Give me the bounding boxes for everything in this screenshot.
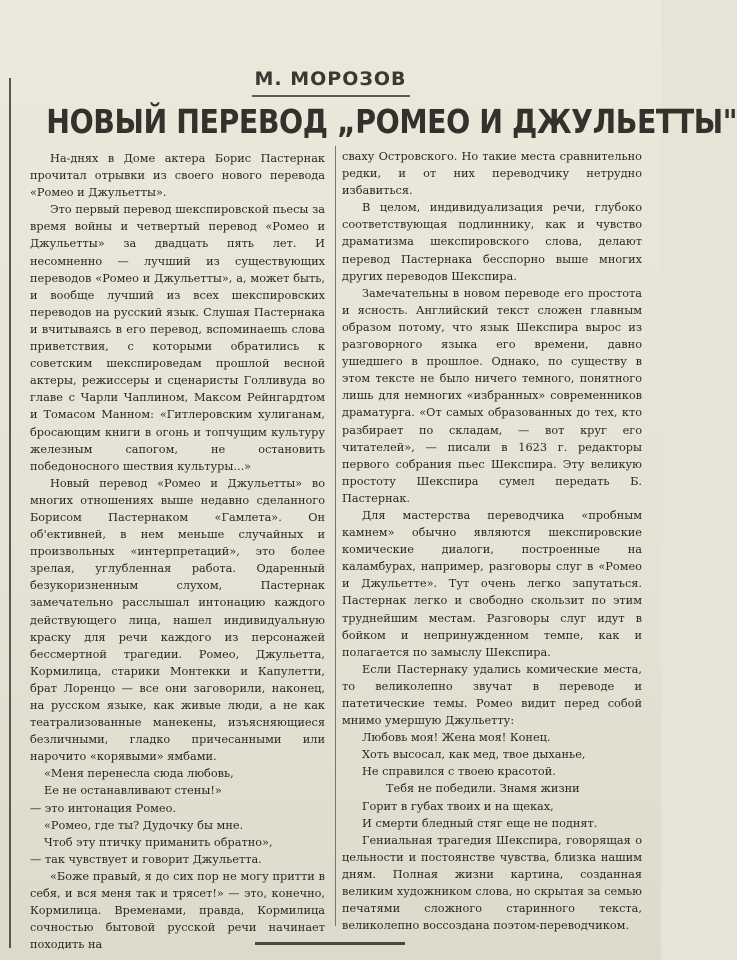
quote-line: «Меня перенесла сюда любовь, xyxy=(44,767,234,781)
paragraph: В целом, индивидуализация речи, глубоко соответствующая подлиннику, как и чувство драматизма шекспировского слова, делают перевод Пастернака бесспорно выше многих других переводов Шекспира. xyxy=(342,201,642,283)
quote-attribution: — это интонация Ромео. xyxy=(30,801,177,815)
paragraph: «Боже правый, я до сих пор не могу притти в себя, и вся меня так и трясет!» — это, конечно, Кормилица. Временами, правда, Кормилица сочностью бытовой русской речи начинает походить на xyxy=(30,869,325,952)
paragraph: Гениальная трагедия Шекспира, говорящая о цельности и постоянстве чувства, близка нашим дням. Полная жизни картина, созданная великим художником слова, но скрытая за семью печатями сложного старинного текста, великолепно воссоздана поэтом-переводчиком. xyxy=(342,833,642,933)
author-underline xyxy=(252,95,410,97)
paragraph: Новый перевод «Ромео и Джульетты» во многих отношениях выше недавно сделанного Борисом Пастернаком «Гамлета». Он об'ективней, в нем меньше случайных и произвольных «интерпретаций», это более зрелая, углубленная работа. Одаренный безукоризненным слухом, Пастернак замечательно расслышал интонацию каждого действующего лица, нашел индивидуальную краску для речи каждого из персонажей бессмертной трагедии. Ромео, Джульетта, Кормилица, старики Монтекки и Капулетти, брат Лоренцо — все они заговорили, наконец, на русском языке, как живые люди, а не как театрализованные манекены, изъясняющиеся безличными, гладко причесанными или нарочито «корявыми» ямбами. xyxy=(30,476,325,764)
left-margin-rule xyxy=(9,78,11,948)
verse-line: И смерти бледный стяг еще не поднят. xyxy=(362,816,598,830)
end-rule xyxy=(255,942,405,945)
verse-quote xyxy=(342,729,642,832)
paragraph: Это первый перевод шекспировской пьесы за время войны и четвертый перевод «Ромео и Джульетты» за двадцать пять лет. И несомненно — лучший из существующих переводов «Ромео и Джульетты», а, может быть, и вообще лучший из всех шекспировских переводов на русский язык. Слушая Пастернака и вчитываясь в его перевод, вспоминаешь слова приветствия, с которыми обратились к советским шекспироведам прошлой весной актеры, режиссеры и сценаристы Голливуда во главе с Чарли Чаплином, Максом Рейнгардтом и Томасом Манном: «Гитлеровским хулиганам, бросающим книги в огонь и топчущим культуру железным сапогом, не остановить победоносного шествия культуры...» xyxy=(30,203,325,473)
paragraph: Для мастерства переводчика «пробным камнем» обычно являются шекспировские комические диалоги, построенные на каламбурах, например, разговоры слуг в «Ромео и Джульетте». Тут очень легко запутаться. Пастернак легко и свободно скользит по этим труднейшим местам. Разговоры слуг идут в бойком и непринужденном темпе, как и полагается по замыслу Шекспира. xyxy=(342,508,642,659)
quote-line: Ее не останавливают стены!» xyxy=(44,784,222,798)
paragraph: Если Пастернаку удались комические места, то великолепно звучат в переводе и патетические темы. Ромео видит перед собой мнимо умершую Джульетту: xyxy=(342,662,642,728)
author-name: М. МОРОЗОВ xyxy=(254,68,407,90)
verse-line: Горит в губах твоих и на щеках, xyxy=(362,799,554,813)
left-column xyxy=(30,150,325,953)
column-divider xyxy=(335,146,336,926)
paragraph-continued: сваху Островского. Но такие места сравнительно редки, и от них переводчику нетрудно избавиться. xyxy=(342,150,642,198)
verse-line: Хоть высосал, как мед, твое дыханье, xyxy=(362,748,586,762)
verse-line: Не справился с твоею красотой. xyxy=(362,765,556,779)
paragraph: На-днях в Доме актера Борис Пастернак прочитал отрывки из своего нового перевода «Ромео и Джульетты». xyxy=(30,152,325,200)
quote-attribution: — так чувствует и говорит Джульетта. xyxy=(30,852,262,866)
quote-line: Чтоб эту птичку приманить обратно», xyxy=(44,835,273,849)
right-column xyxy=(342,148,642,934)
quote-line: «Ромео, где ты? Дудочку бы мне. xyxy=(44,818,244,832)
verse-line: Тебя не победили. Знамя жизни xyxy=(386,782,580,796)
headline: НОВЫЙ ПЕРЕВОД „РОМЕО И ДЖУЛЬЕТТЫ" xyxy=(46,102,737,141)
verse-line: Любовь моя! Жена моя! Конец. xyxy=(362,731,551,745)
paragraph: Замечательны в новом переводе его простота и ясность. Английский текст сложен главным образом потому, что язык Шекспира вырос из разговорного языка его времени, давно ушедшего в прошлое. Однако, по существу в этом тексте не было ничего темного, понятного лишь для немногих «избранных» современников драматурга. «От самых образованных до тех, кто разбирает по складам, — вот круг его читателей», — писали в 1623 г. редакторы первого собрания пьес Шекспира. Эту великую простоту Шекспира сумел передать Б. Пастернак. xyxy=(342,286,642,505)
